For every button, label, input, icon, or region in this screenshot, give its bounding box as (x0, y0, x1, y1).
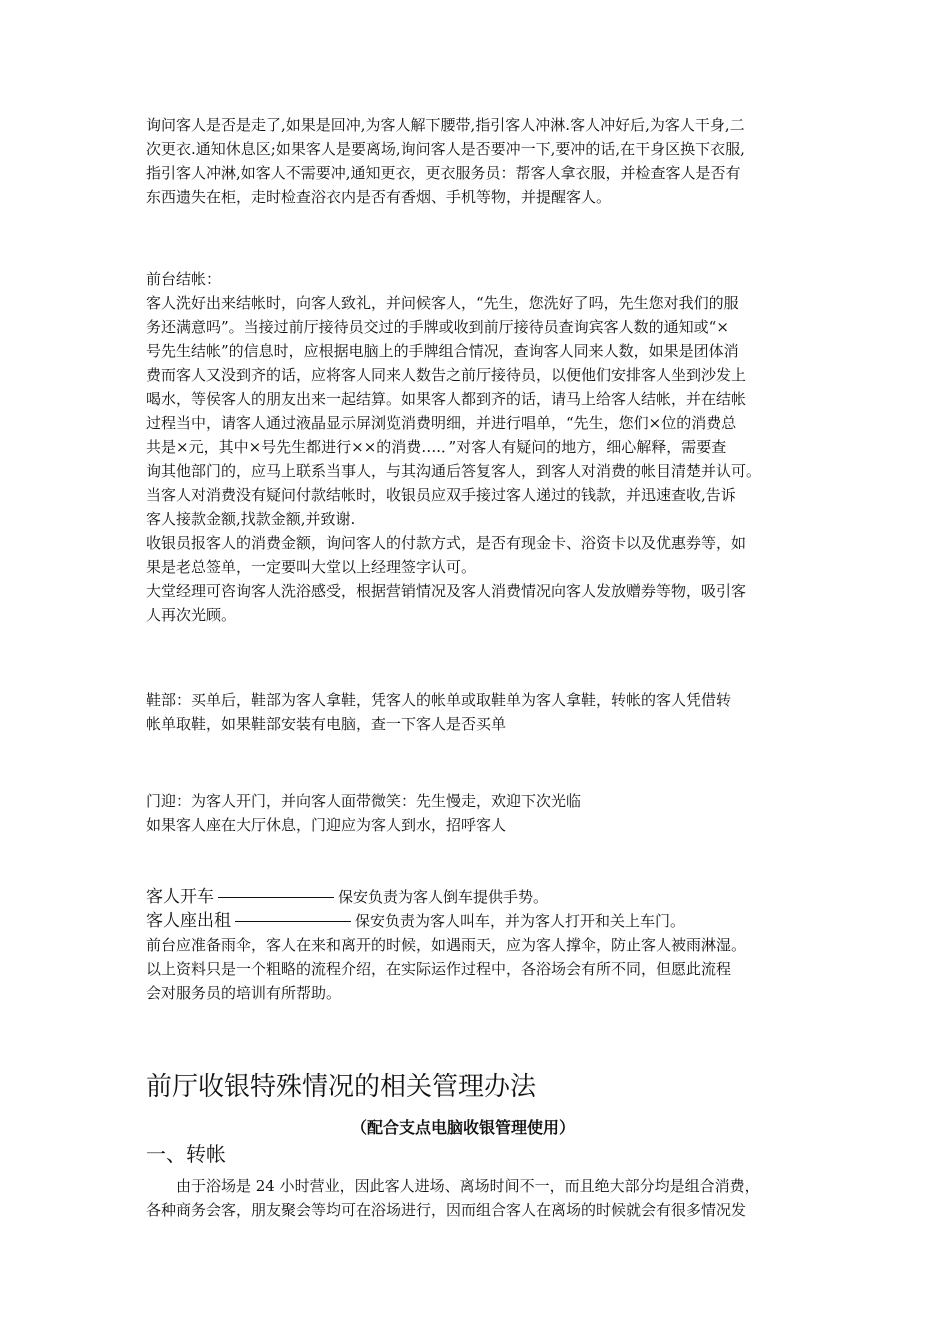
text-line: 号先生结帐”的信息时，应根据电脑上的手牌组合情况，查询客人同来人数，如果是团体消 (146, 342, 739, 360)
chapter-subtitle: （配合支点电脑收银管理使用） (351, 1118, 576, 1137)
text-line: 客人接款金额,找款金额,并致谢. (146, 510, 356, 528)
section-shoes (146, 688, 816, 736)
text-line: 询问客人是否是走了,如果是回冲,为客人解下腰带,指引客人冲淋.客人冲好后,为客人干身,二 (146, 116, 745, 134)
text-line: 由于浴场是 24 小时营业，因此客人进场、离场时间不一，而且绝大部分均是组合消费， (176, 1177, 760, 1195)
connector-line (218, 897, 334, 898)
paragraph-transfer (146, 1174, 816, 1222)
security-row-taxi (146, 909, 816, 933)
text-line: 务还满意吗”。当接过前厅接待员交过的手牌或收到前厅接待员查询宾客人数的通知或“× (146, 318, 729, 336)
text-line: 过程当中，请客人通过液晶显示屏浏览消费明细，并进行唱单，“先生，您们×位的消费总 (146, 414, 737, 432)
section-doorman (146, 789, 816, 837)
text-line: 如果客人座在大厅休息，门迎应为客人到水，招呼客人 (146, 816, 507, 834)
text-line: 次更衣.通知休息区;如果客人是要离场,询问客人是否要冲一下,要冲的话,在干身区换下衣服, (146, 140, 745, 158)
text-line: 人再次光顾。 (146, 606, 237, 624)
row-tail: 保安负责为客人叫车，并为客人打开和关上车门。 (355, 912, 686, 930)
security-row-driving (146, 885, 816, 909)
text-line: 共是×元，其中×号先生都进行××的消费….．”对客人有疑问的地方，细心解释，需要查 (146, 438, 727, 456)
text-line: 大堂经理可咨询客人洗浴感受，根据营销情况及客人消费情况向客人发放赠券等物，吸引客 (146, 582, 747, 600)
text-line: 收银员报客人的消费金额，询问客人的付款方式，是否有现金卡、浴资卡以及优惠券等，如 (146, 534, 747, 552)
section-heading: 前台结帐： (146, 270, 222, 288)
row-lead: 客人开车 (146, 887, 214, 907)
section-front-desk-checkout (146, 267, 816, 627)
text-line: 指引客人冲淋,如客人不需要冲,通知更衣，更衣服务员：帮客人拿衣服，并检查客人是否有 (146, 164, 741, 182)
text-line: 东西遗失在柜，走时检查浴衣内是否有香烟、手机等物，并提醒客人。 (146, 188, 612, 206)
row-lead: 客人座出租 (146, 911, 231, 931)
text-line: 会对服务员的培训有所帮助。 (146, 984, 342, 1002)
connector-line (235, 921, 351, 922)
section-security (146, 885, 816, 1005)
paragraph-departure (146, 113, 816, 209)
text-line: 果是老总签单，一定要叫大堂以上经理签字认可。 (146, 558, 477, 576)
text-line: 当客人对消费没有疑问付款结帐时，收银员应双手接过客人递过的钱款，并迅速查收,告诉 (146, 486, 736, 504)
chapter-title: 前厅收银特殊情况的相关管理办法 (146, 1072, 537, 1102)
text-line: 帐单取鞋，如果鞋部安装有电脑，查一下客人是否买单 (146, 715, 507, 733)
row-tail: 保安负责为客人倒车提供手势。 (338, 888, 549, 906)
text-line: 各种商务会客，朋友聚会等均可在浴场进行，因而组合客人在离场的时候就会有很多情况发 (146, 1201, 747, 1219)
text-line: 客人洗好出来结帐时，向客人致礼，并问候客人，“先生，您洗好了吗，先生您对我们的服 (146, 294, 739, 312)
text-line: 前台应准备雨伞，客人在来和离开的时候，如遇雨天，应为客人撑伞，防止客人被雨淋湿。 (146, 936, 747, 954)
text-line: 以上资料只是一个粗略的流程介绍，在实际运作过程中，各浴场会有所不同，但愿此流程 (146, 960, 732, 978)
text-line: 询其他部门的，应马上联系当事人，与其沟通后答复客人，到客人对消费的帐目清楚并认可。 (146, 462, 762, 480)
text-line: 鞋部：买单后，鞋部为客人拿鞋，凭客人的帐单或取鞋单为客人拿鞋，转帐的客人凭借转 (146, 691, 732, 709)
text-line: 门迎：为客人开门，并向客人面带微笑：先生慢走，欢迎下次光临 (146, 792, 582, 810)
section-heading-transfer: 一、转帐 (146, 1142, 226, 1166)
text-line: 喝水，等侯客人的朋友出来一起结算。如果客人都到齐的话，请马上给客人结帐，并在结帐 (146, 390, 747, 408)
text-line: 费而客人又没到齐的话，应将客人同来人数告之前厅接待员，以便他们安排客人坐到沙发上 (146, 366, 747, 384)
